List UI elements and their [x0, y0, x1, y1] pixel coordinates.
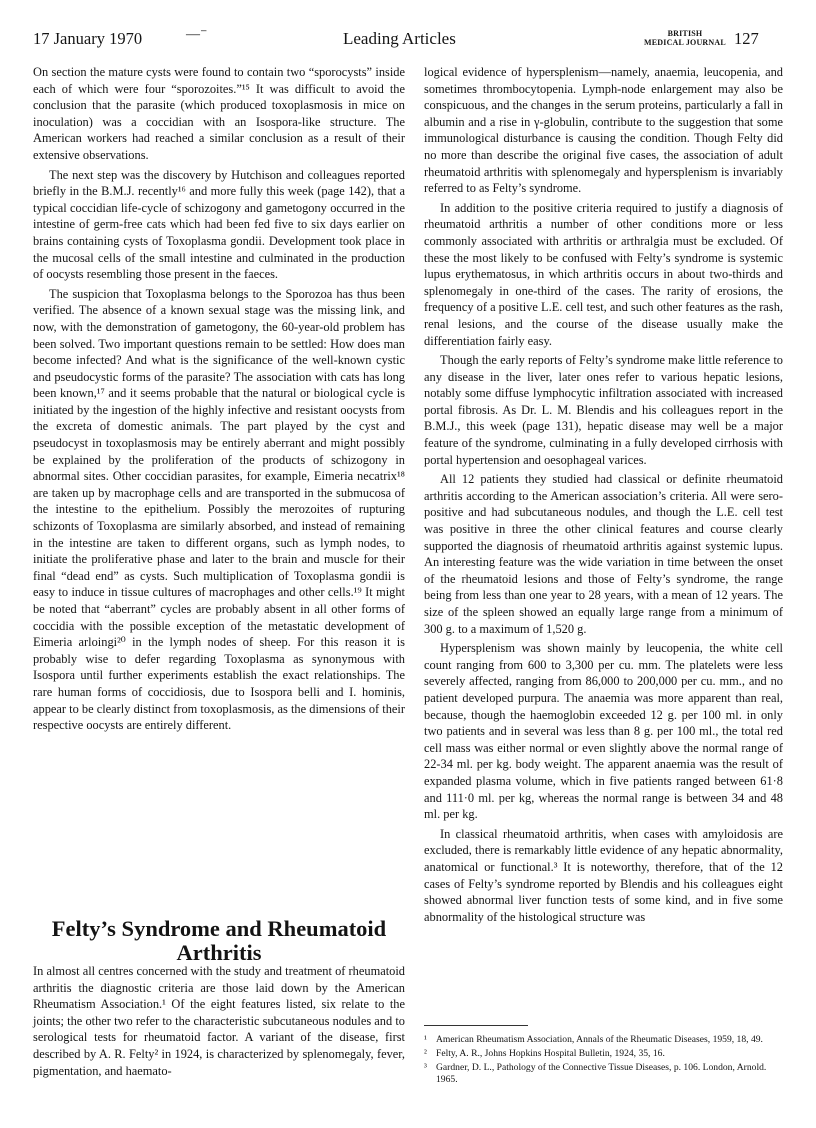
paragraph: All 12 patients they studied had classical or definite rheumatoid arthritis according to the American association’s criteria. All were sero-positive and had subcutaneous nodules, and though the L.E. cell test was positive in three the other clinical features and course clearly supported the diagnosis of rheumatoid arthritis against systemic lupus. An interesting feature was the wide variation in time between the onset of the rheumatoid lesions and those of Felty’s syndrome, the range being from less than one year to 28 years, with a mean of 12 years. The size of the spleen showed an equally large range from a minimum of 300 g. to a maximum of 1,520 g.	[424, 472, 783, 636]
article-title: Felty’s Syndrome and Rheumatoid Arthritis	[51, 916, 387, 965]
footnote-text: American Rheumatism Association, Annals of the Rheumatic Diseases, 1959, 18, 49.	[436, 1034, 763, 1045]
page-header	[33, 26, 793, 56]
paragraph: In almost all centres concerned with the study and treatment of rheumatoid arthritis the diagnostic criteria are those laid down by the American Rheumatism Association.¹ Of the eight features listed, six relate to the joints; the other two refer to the characteristic subcutaneous nodules and to serological tests for rheumatoid factor. A variant of the disease, first described by A. R. Felty² in 1924, is characterized by splenomegaly, fever, pigmentation, and haemato-	[33, 964, 405, 1078]
footnote-divider	[424, 1025, 528, 1026]
footnote-number: ³	[424, 1062, 427, 1074]
paragraph: Though the early reports of Felty’s syndrome make little reference to any disease in the liver, later ones refer to various hepatic lesions, notably some diffuse lymphocytic infiltration associated with increased portal fibrosis. As Dr. L. M. Blendis and his colleagues report in the B.M.J., this week (page 131), hepatic disease may well be a major feature of the syndrome, culminating in a fully developed cirrhosis with portal hypertension and oesophageal varices.	[424, 353, 783, 467]
journal-name-line1: BRITISH	[667, 29, 703, 38]
footnote	[424, 1034, 783, 1046]
journal-name-line2: MEDICAL JOURNAL	[644, 37, 726, 47]
section-title: Leading Articles	[343, 29, 456, 48]
footnote	[424, 1062, 783, 1085]
paragraph: The next step was the discovery by Hutchison and colleagues reported briefly in the B.M.J. recently¹⁶ and more fully this week (page 142), that a typical coccidian life-cycle of schizogony and gametogony occurred in the intestine of germ-free cats which had been fed five to six days earlier on brains containing cysts of Toxoplasma gondii. Development took place in the mucosal cells of the small intestine and culminated in the production of oocysts resembling those present in the faeces.	[33, 167, 405, 282]
page-number: 127	[734, 29, 759, 48]
right-column	[424, 64, 783, 928]
article-intro	[33, 963, 405, 1082]
paragraph: In addition to the positive criteria required to justify a diagnosis of rheumatoid arthritis a number of other conditions more or less commonly associated with arthritis or arthralgia must be excluded. Of these the most likely to be confused with Felty’s syndrome is systemic lupus erythematosus, in which arthritis occurs in about two-thirds and splenomegaly in one-third of the cases. The rarity of erosions, the frequency of a positive L.E. cell test, and such other features as the rash, renal lesions, and the course of the disease usually make the differentiation fairly easy.	[424, 200, 783, 348]
footnotes	[424, 1034, 783, 1088]
issue-date: 17 January 1970	[33, 29, 143, 48]
paragraph: The suspicion that Toxoplasma belongs to the Sporozoa has thus been verified. The absence of a known sexual stage was the missing link, and now, with the demonstration of gametogony, the 60-year-old problem has been solved. Two important questions remain to be settled: How does man become infected? And what is the significance of the well-known cystic and pseudocystic forms of the parasite? The association with cats has long been known,¹⁷ and it seems probable that the natural or biological cycle is initiated by the ingestion of the highly infective and resistant oocysts from the excreta of domestic animals. The part played by the cyst and pseudocyst in toxoplasmosis may be entirely aberrant and might possibly be explained by the proliferation of the products of schizogony in abnormal sites. Other coccidian parasites, for example, Eimeria necatrix¹⁸ are taken up by macrophage cells and are transported in the submucosa of the intestine to the epithelium. Possibly the merozoites of rupturing schizonts of Toxoplasma are similarly absorbed, and instead of remaining in the intestine are taken to different organs, such as lymph nodes, to initiate the proliferative phase and later to the brain and muscle for their final “dead end” as cysts. Such multiplication of Toxoplasma gondii is easy to induce in tissue cultures of macrophages and other cells.¹⁹ It might be noted that “aberrant” cycles are probably absent in all other forms of coccidia with the possible exception of the metastatic development of Eimeria arloingi²⁰ in the lymph nodes of sheep. For this reason it is probably wise to defer regarding Toxoplasma as synonymous with Isospora until further experiments establish the exact relationships. The rare human forms of coccidiosis, due to Isospora belli and I. hominis, appear to be clearly distinct from toxoplasmosis, as the dimensions of their respective oocysts are entirely different.	[33, 286, 405, 733]
paragraph: logical evidence of hypersplenism—namely, anaemia, leucopenia, and sometimes thrombocytopenia. Lymph-node enlargement may also be conspicuous, and the changes in the serum proteins, particularly a fall in albumin and a rise in γ-globulin, contribute to the suggestion that some immunological disturbance is causing the condition. Though Felty did no more than describe the original five cases, the association of adult rheumatoid arthritis with splenomegaly and hypersplenism is invariably referred to as Felty’s syndrome.	[424, 65, 783, 196]
footnote-number: ¹	[424, 1034, 427, 1045]
footnote	[424, 1048, 783, 1060]
paragraph: Hypersplenism was shown mainly by leucopenia, the white cell count ranging from 600 to 3,300 per cu. mm. The platelets were less severely affected, ranging from 86,000 to 200,000 per cu. mm., and no patient developed purpura. The anaemia was more apparent than real, because, though the haemoglobin exceeded 12 g. per 100 ml. in only two patients and in several was less than 8 g. per 100 ml., the total red cell mass was either normal or even slightly above the normal range of 22-34 ml. per kg. body weight. The apparent anaemia was the result of expanded plasma volume, which in five patients ranged between 61·8 and 111·0 ml. per kg, whereas the normal range is between 34 and 48 ml. per kg.	[424, 641, 783, 822]
footnote-text: Felty, A. R., Johns Hopkins Hospital Bulletin, 1924, 35, 16.	[436, 1048, 665, 1060]
footnote-number: ²	[424, 1048, 427, 1060]
left-column	[33, 64, 405, 737]
footnote-text: Gardner, D. L., Pathology of the Connective Tissue Diseases, p. 106. London, Arnold. 1965.	[436, 1062, 767, 1085]
paragraph: On section the mature cysts were found to contain two “sporocysts” inside each of which were four “sporozoites.”¹⁵ It was difficult to avoid the conclusion that the parasite (which produced toxoplasmosis in mice on inoculation) was a coccidian with an Isospora-like structure. The American workers had reached a similar conclusion as a result of their extensive observations.	[33, 65, 405, 162]
printer-mark: —⁻	[186, 27, 208, 42]
paragraph: In classical rheumatoid arthritis, when cases with amyloidosis are excluded, there is remarkably little evidence of any hepatic abnormality, anatomical or functional.³ It is noteworthy, therefore, that of the 12 cases of Felty’s syndrome reported by Blendis and his colleagues eight showed abnormal liver function tests of some kind, and in five some abnormality of the histological structure was	[424, 826, 783, 924]
journal-name	[644, 30, 726, 47]
